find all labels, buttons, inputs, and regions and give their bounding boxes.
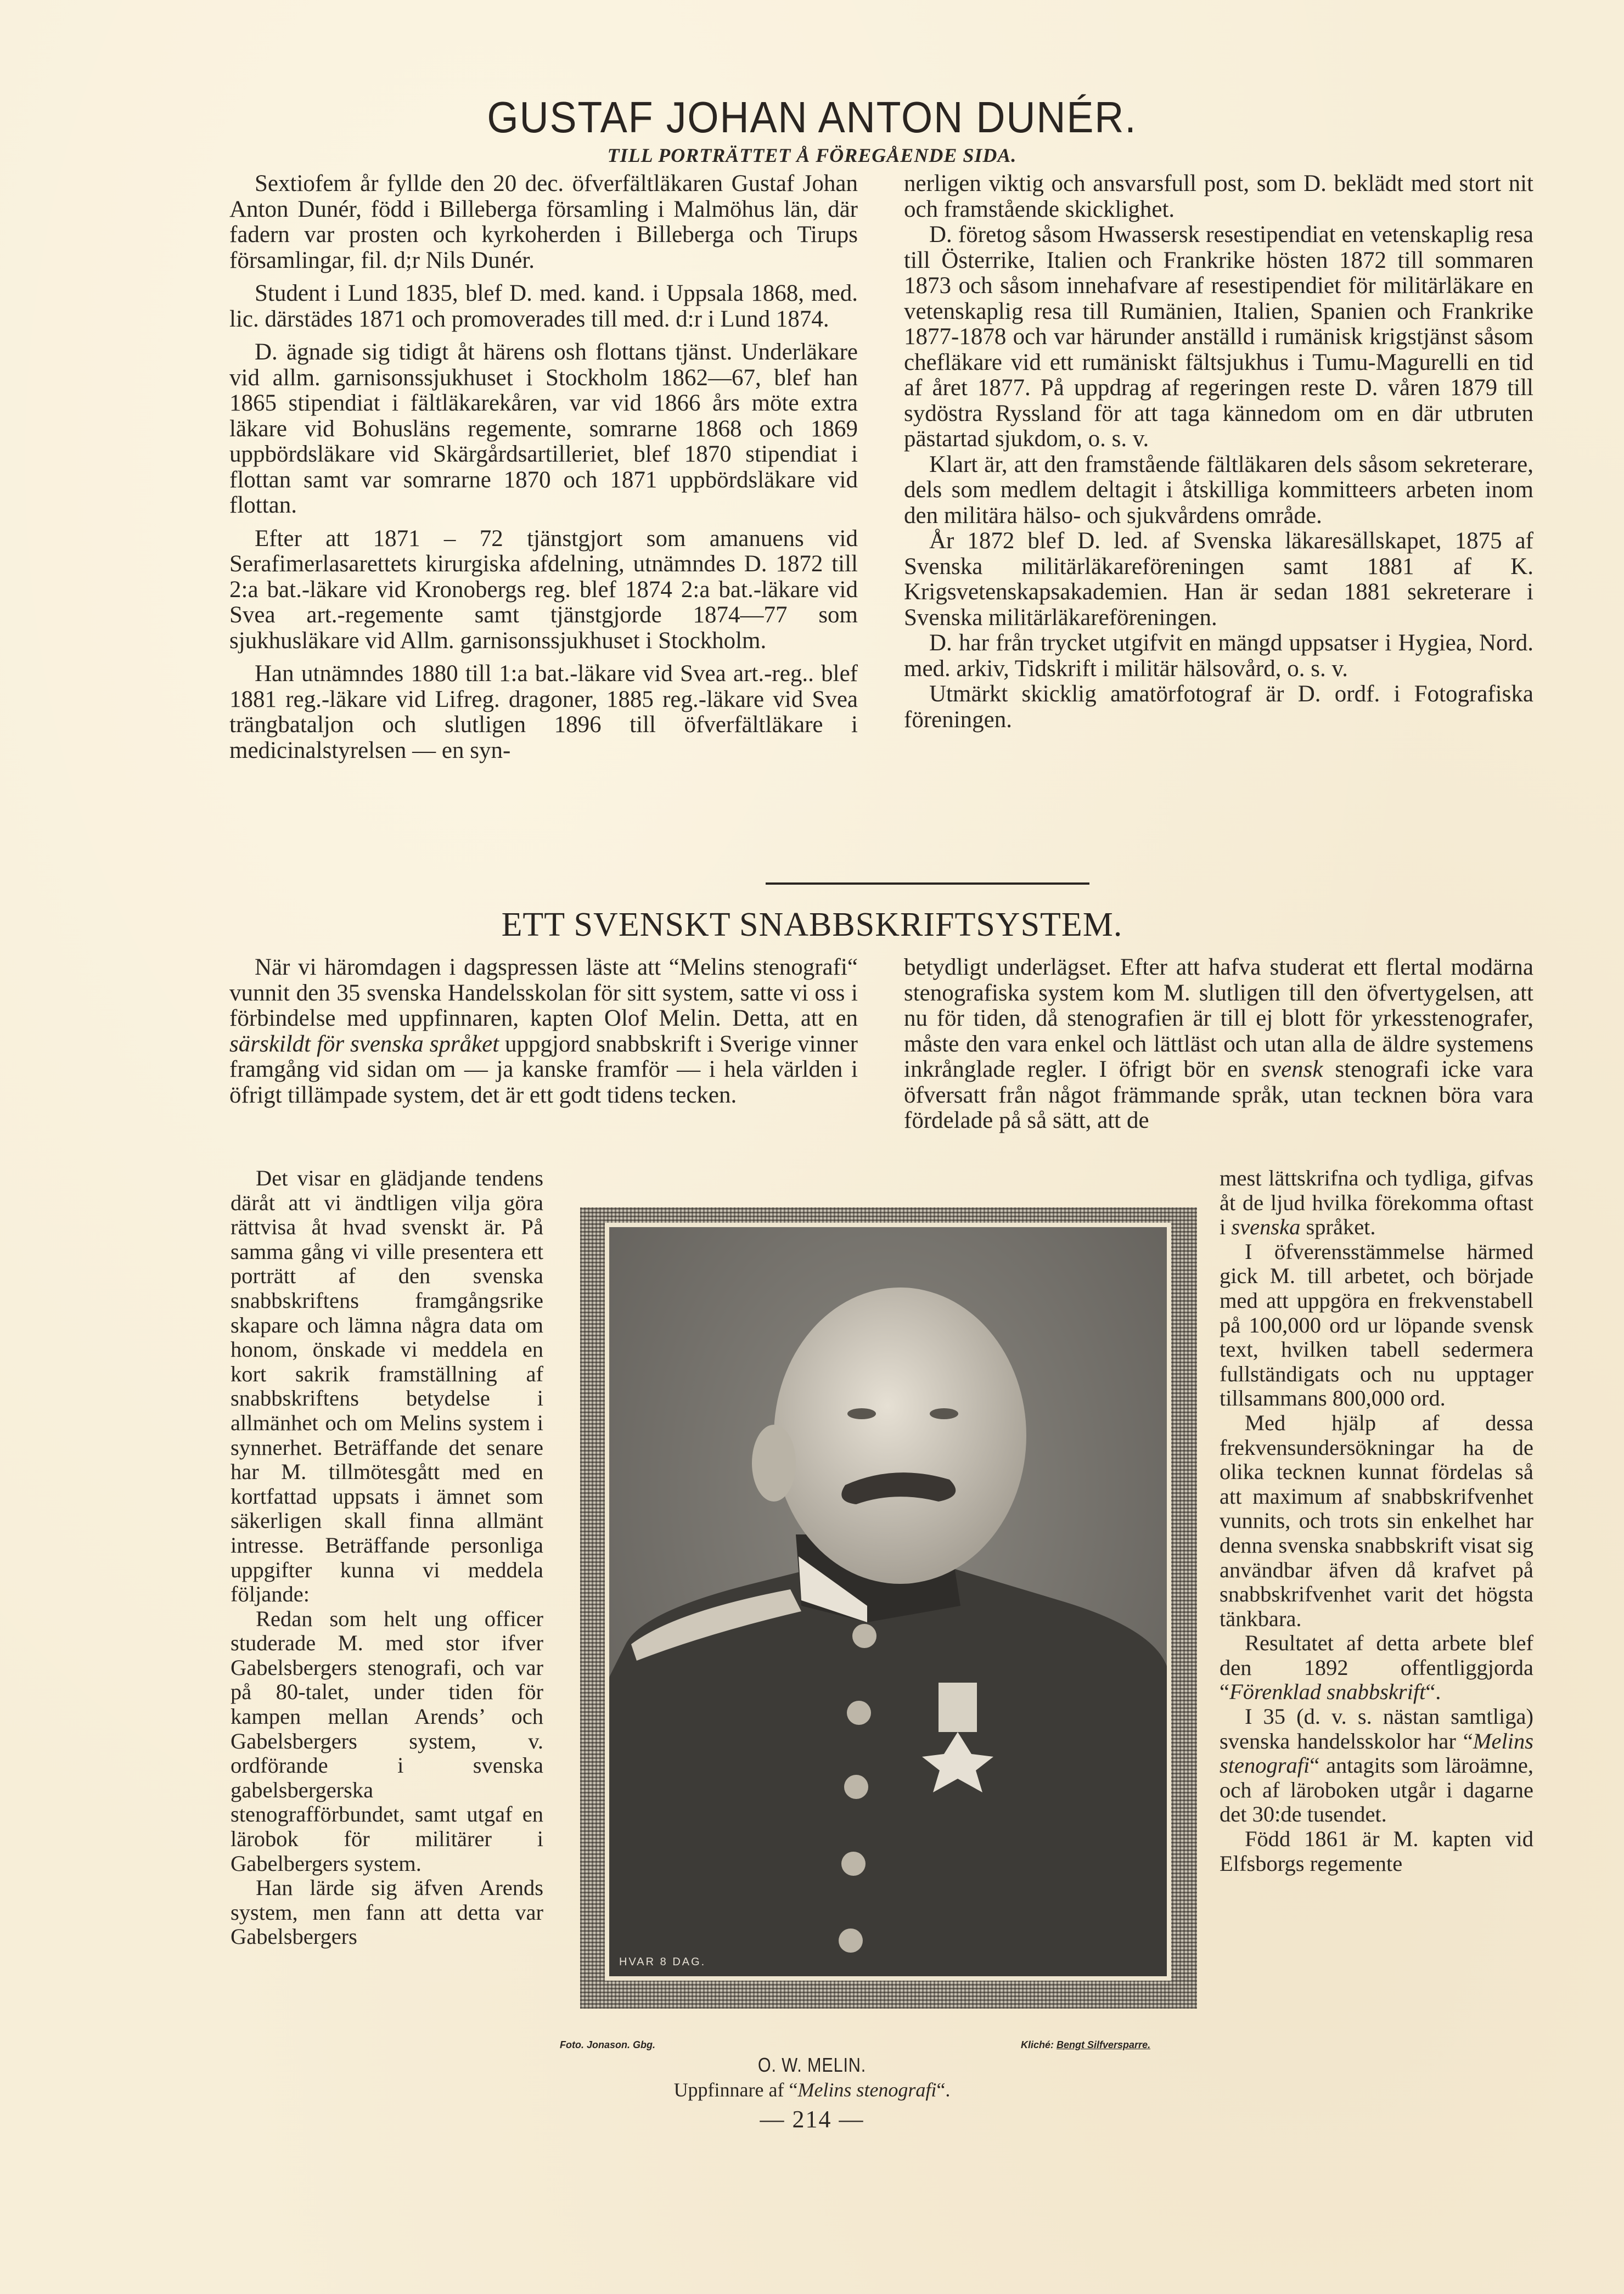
portrait-officer-icon (609, 1227, 1167, 1976)
paragraph: I 35 (d. v. s. nästan samtliga) svenska handelsskolor har “Melins stenografi“ antagits som läroämne, och af läroboken utgår i dagarne det 30:de tusendet. (1220, 1704, 1533, 1827)
paragraph: När vi häromdagen i dagspressen läste att “Melins stenografi“ vunnit den 35 svenska Handelsskolan för sitt system, satte vi oss i förbindelse med uppfinnaren, kapten Olof Melin. Detta, att en särskildt för svenska språket uppgjord snabbskrift i Sverige vinner framgång vid sidan om — ja kanske framför — i hela världen i öfrigt tillämpade system, det är ett godt tidens tecken. (229, 954, 858, 1108)
paragraph: Det visar en glädjande tendens däråt att vi ändtligen vilja göra rättvisa åt hvad svenskt är. På samma gång vi ville presentera ett porträtt af den svenska snabbskriftens framgångsrike skapare och lämna några data om honom, önskade vi meddela en kort sakrik framställning af snabbskriftens betydelse i allmänhet och om Melins system i synnerhet. Beträffande det senare har M. tillmötesgått med en kortfattad uppsats i ämnet som säkerligen skall finna allmänt intresse. Beträffande personliga uppgifter kunna vi meddela följande: (231, 1166, 543, 1607)
photo-watermark: HVAR 8 DAG. (619, 1956, 706, 1968)
article-subtitle-duner: TILL PORTRÄTTET Å FÖREGÅENDE SIDA. (607, 144, 1017, 166)
melin-intro-right (904, 955, 1533, 1134)
photo-caption-name: O. W. MELIN. (757, 2054, 867, 2076)
duner-right-column (904, 171, 1533, 733)
paragraph: Efter att 1871 – 72 tjänstgjort som amanuens vid Serafimerlasarettets kirurgiska afdelning, utnämndes D. 1872 till 2:a bat.-läkare vid Kronobergs reg. blef 1874 2:a bat.-läkare vid Svea art.-regemente samt tjänstgjorde 1874—77 som sjukhusläkare vid Allm. garnisonssjukhuset i Stockholm. (229, 525, 858, 654)
melin-intro-left (229, 955, 858, 1108)
paragraph: Med hjälp af dessa frekvensundersökningar ha de olika tecknen kunnat fördelas så att maximum af snabbskrifvenhet vunnits, och trots sin enkelhet har denna svenska snabbskrift visat sig användbar äfven då krafvet på snabbskrifvenhet varit det högsta tänkbara. (1220, 1410, 1533, 1631)
portrait-photo (605, 1223, 1171, 1981)
paragraph: mest lättskrifna och tydliga, gifvas åt de ljud hvilka förekomma oftast i svenska språket. (1220, 1166, 1533, 1240)
paragraph: D. företog såsom Hwassersk resestipendiat en vetenskaplig resa till Österrike, Italien och Frankrike hösten 1872 till sommaren 1873 och såsom innehafvare af resestipendiet för militärläkare en vetenskaplig resa till Rumänien, Italien, Spanien och Frankrike 1877-1878 och var härunder anställd i rumänisk krigstjänst såsom chefläkare vid ett rumäniskt fältsjukhus i Tumu-Magurelli en tid af året 1877. På uppdrag af regeringen reste D. våren 1879 till sydöstra Ryssland för att taga kännedom om en där utbruten pästartad sjukdom, o. s. v. (904, 222, 1533, 452)
paragraph: Han lärde sig äfven Arends system, men fann att detta var Gabelsbergers (231, 1875, 543, 1949)
paragraph: D. har från trycket utgifvit en mängd uppsatser i Hygiea, Nord. med. arkiv, Tidskrift i militär hälsovård, o. s. v. (904, 630, 1533, 682)
paragraph: Sextiofem år fyllde den 20 dec. öfverfältläkaren Gustaf Johan Anton Dunér, född i Billeberga församling i Malmöhus län, där fadern var prosten och kyrkoherden i Billeberga och Tirups församlingar, fil. d;r Nils Dunér. (229, 171, 858, 273)
article-title-snabbskrift: ETT SVENSKT SNABBSKRIFTSYSTEM. (501, 906, 1123, 943)
paragraph: nerligen viktig och ansvarsfull post, som D. beklädt med stort nit och framstående skicklighet. (904, 171, 1533, 222)
article-title-duner: GUSTAF JOHAN ANTON DUNÉR. (487, 93, 1137, 142)
cliche-credit: Kliché: Bengt Silfversparre. (1021, 2039, 1151, 2050)
paragraph: D. ägnade sig tidigt åt härens osh flottans tjänst. Underläkare vid allm. garnisonssjukhuset i Stockholm 1862—67, blef han 1865 stipendiat i fältläkarekåren, var vid 1866 års möte extra läkare vid Bohusläns regemente, somrarne 1868 och 1869 uppbördsläkare vid Skärgårdsartilleriet, blef 1870 stipendiat i flottan samt var somrarne 1870 och 1871 uppbördsläkare vid flottan. (229, 339, 858, 518)
paragraph: Född 1861 är M. kapten vid Elfsborgs regemente (1220, 1826, 1533, 1876)
section-divider (766, 882, 1089, 885)
paragraph: Han utnämndes 1880 till 1:a bat.-läkare vid Svea art.-reg.. blef 1881 reg.-läkare vid Lifreg. dragoner, 1885 reg.-läkare vid Svea trängbataljon och slutligen 1896 till öfverfältläkare i medicinalstyrelsen — en syn- (229, 661, 858, 763)
paragraph: Student i Lund 1835, blef D. med. kand. i Uppsala 1868, med. lic. därstädes 1871 och promoverades till med. d:r i Lund 1874. (229, 280, 858, 332)
paragraph: I öfverensstämmelse härmed gick M. till arbetet, och började med att uppgöra en frekvenstabell på 100,000 ord ur löpande svensk text, hvilken tabell sedermera fullständigats och nu upptager tillsammans 800,000 ord. (1220, 1239, 1533, 1411)
paragraph: Utmärkt skicklig amatörfotograf är D. ordf. i Fotografiska föreningen. (904, 681, 1533, 733)
paragraph: Resultatet af detta arbete blef den 1892 offentliggjorda “Förenklad snabbskrift“. (1220, 1630, 1533, 1705)
paragraph: Redan som helt ung officer studerade M. med stor ifver Gabelsbergers stenografi, och var på 80-talet, under tiden för kampen mellan Arends’ och Gabelsbergers system, v. ordförande i svenska gabelsbergerska stenografförbundet, samt utgaf en lärobok för militärer i Gabelbergers system. (231, 1606, 543, 1876)
paragraph: Klart är, att den framstående fältläkaren dels såsom sekreterare, dels som medlem deltagit i åtskilliga kommitteers arbeten inom den militära hälso- och sjukvårdens område. (904, 451, 1533, 528)
photo-credit: Foto. Jonason. Gbg. (560, 2039, 655, 2050)
duner-left-column (229, 171, 858, 763)
paragraph: År 1872 blef D. led. af Svenska läkaresällskapet, 1875 af Svenska militärläkareföreningen samt 1881 af K. Krigsvetenskapsakademien. Han är sedan 1881 sekreterare i Svenska militärläkareföreningen. (904, 528, 1533, 631)
paragraph: betydligt underlägset. Efter att hafva studerat ett flertal modärna stenografiska system kom M. slutligen till den öfvertygelsen, att nu för tiden, då stenografien är till ej blott för yrkesstenografer, måste den vara enkel och lättläst och utan alla de äldre systemens inkrånglade regler. I öfrigt bör en svensk stenografi icke vara öfversatt från något främmande språk, utan tecknen böra vara fördelade på så sätt, att de (904, 954, 1533, 1133)
page-number: — 214 — (760, 2106, 864, 2133)
melin-left-narrow-column (231, 1166, 543, 1949)
melin-right-narrow-column (1220, 1166, 1533, 1876)
photo-caption-subtitle: Uppfinnare af “Melins stenografi“. (673, 2079, 951, 2101)
